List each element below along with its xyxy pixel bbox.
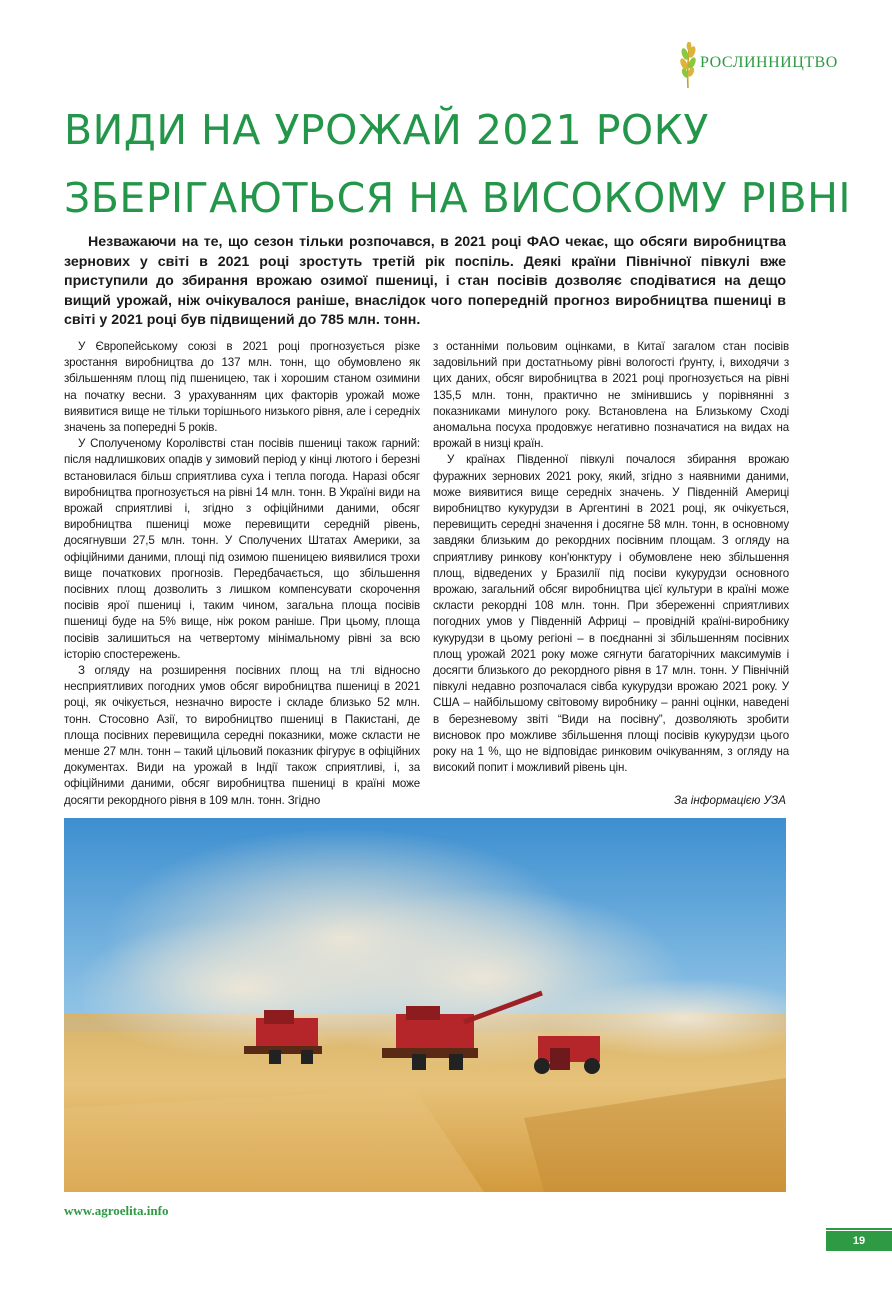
paragraph: З огляду на розширення посівних площ на тлі відносно несприятливих погодних умов обсяг виробництва пшениці в 2021 році, як очікується, незначно виросте і складе близько 52 млн. тонн. Стосовно Азії, то виробництво пшениці в Пакистані, де площа посівних перевищила середні показники, може скласти не менше 27 млн. тонн – такий цільовий показник фігурує в офіційних документах. Види на урожай в Індії також сприятливі, і, за офіційними даними, обсяг виробництва пшениці в країні може досягти рекордного рівня в 109 млн. тонн. Згідно <box>64 664 420 807</box>
source-credit: За інформацією УЗА <box>674 794 786 807</box>
website-link[interactable]: www.agroelita.info <box>64 1203 169 1218</box>
paragraph: У країнах Південної півкулі почалося збирання врожаю фуражних зернових 2021 року, який, згідно з наявними даними, може виявитися вище середніх значень. У Південній Америці виробництво кукурудзи в Аргентині в 2021 році, як очікується, перевищить середні значення і досягне 58 млн. тонн, в основному завдяки близьким до рекордних посівним площам. З огляду на сприятливу ринкову кон'юнктуру і обумовлене нею збільшення площ, відведених у Бразилії під посіви кукурудзи основного врожаю, загальний обсяг виробництва цієї культури в країні може скласти рекордні 108 млн. тонн. При збереженні сприятливих погодних умов у Південній Африці – провідній країні-виробнику кукурудзи в цьому регіоні – в поєднанні зі збільшенням посівних площ урожай 2021 року може сягнути багаторічних максимумів і досягти близького до рекордного рівня в 17 млн. тонн. У Північній півкулі недавно розпочалася сівба кукурудзи врожаю 2021 року. У США – найбільшому світовому виробнику – ранні оцінки, наведені в березневому звіті “Види на посівну”, дозволяють зробити висновок про можливе збільшення площі посівів кукурудзи цього року на 1 %, що не відповідає ринковим очікуванням, з огляду на високий попит і можливий рівень цін. <box>433 453 789 775</box>
paragraph: У Європейському союзі в 2021 році прогнозується різке зростання виробництва до 137 млн. тонн, що обумовлено як збільшенням площ під пшеницею, так і хорошим станом озимини на початку весни. З урахуванням цих факторів урожай може виявитися вище не тільки торішнього низького рівня, але і середніх значень за попередні 5 років. <box>64 340 420 435</box>
title-line-2: ЗБЕРІГАЮТЬСЯ НА ВИСОКОМУ РІВНІ <box>64 174 852 222</box>
paragraph: У Сполученому Королівстві стан посівів пшениці також гарний: після надлишкових опадів у зимовий період у кінці лютого і березні встановилася більш сприятлива суха і тепла погода. Наразі обсяг виробництва прогнозується на рівні 14 млн. тонн. В Україні види на врожай сприятливі і, згідно з офіційними даними, обсяг виробництва пшениці може перевищити середній рівень, досягнувши 27,5 млн. тонн. У Сполучених Штатах Америки, за офіційними даними, площі під озимою пшеницею виявилися трохи вище початкових прогнозів. Передбачається, що збільшення посівних площ дозволить з лишком компенсувати скорочення посівів ярої пшениці і, таким чином, загальна площа посівів пшениці буде на 5% вище, ніж роком раніше. При цьому, площа посівів залишиться на четвертому мінімальному рівні за всю історію спостережень. <box>64 437 420 661</box>
paragraph: з останніми польовим оцінками, в Китаї загалом стан посівів задовільний при достатньому рівні вологості ґрунту, і, виходячи з цих даних, обсяг виробництва в 2021 році прогнозується на рівні 135,5 млн. тонн, практично не змінившись у порівнянні з показниками минулого року. Встановлена на Близькому Сході аномальна посуха продовжує негативно позначатися на видах на врожай в низці країн. <box>433 340 789 451</box>
left-column <box>64 339 420 809</box>
wheat-ear-icon <box>676 42 700 88</box>
section-label: РОСЛИННИЦТВО <box>700 54 838 71</box>
page-number: 19 <box>826 1231 892 1251</box>
footer-divider <box>826 1228 892 1230</box>
title-line-1: ВИДИ НА УРОЖАЙ 2021 РОКУ <box>64 106 709 154</box>
right-column <box>433 339 789 776</box>
article-title <box>64 96 852 232</box>
article-lead: Незважаючи на те, що сезон тільки розпочався, в 2021 році ФАО чекає, що обсяги виробництва зернових у світі в 2021 році зростуть третій рік поспіль. Деякі країни Північної півкулі вже приступили до збирання врожаю озимої пшениці, і стан посівів дозволяє сподіватися на дещо вищий урожай, ніж очікувалося раніше, внаслідок чого попередній прогноз виробництва пшениці в світі у 2021 році був підвищений до 785 млн. тонн. <box>64 234 786 328</box>
harvest-photo <box>64 818 786 1192</box>
